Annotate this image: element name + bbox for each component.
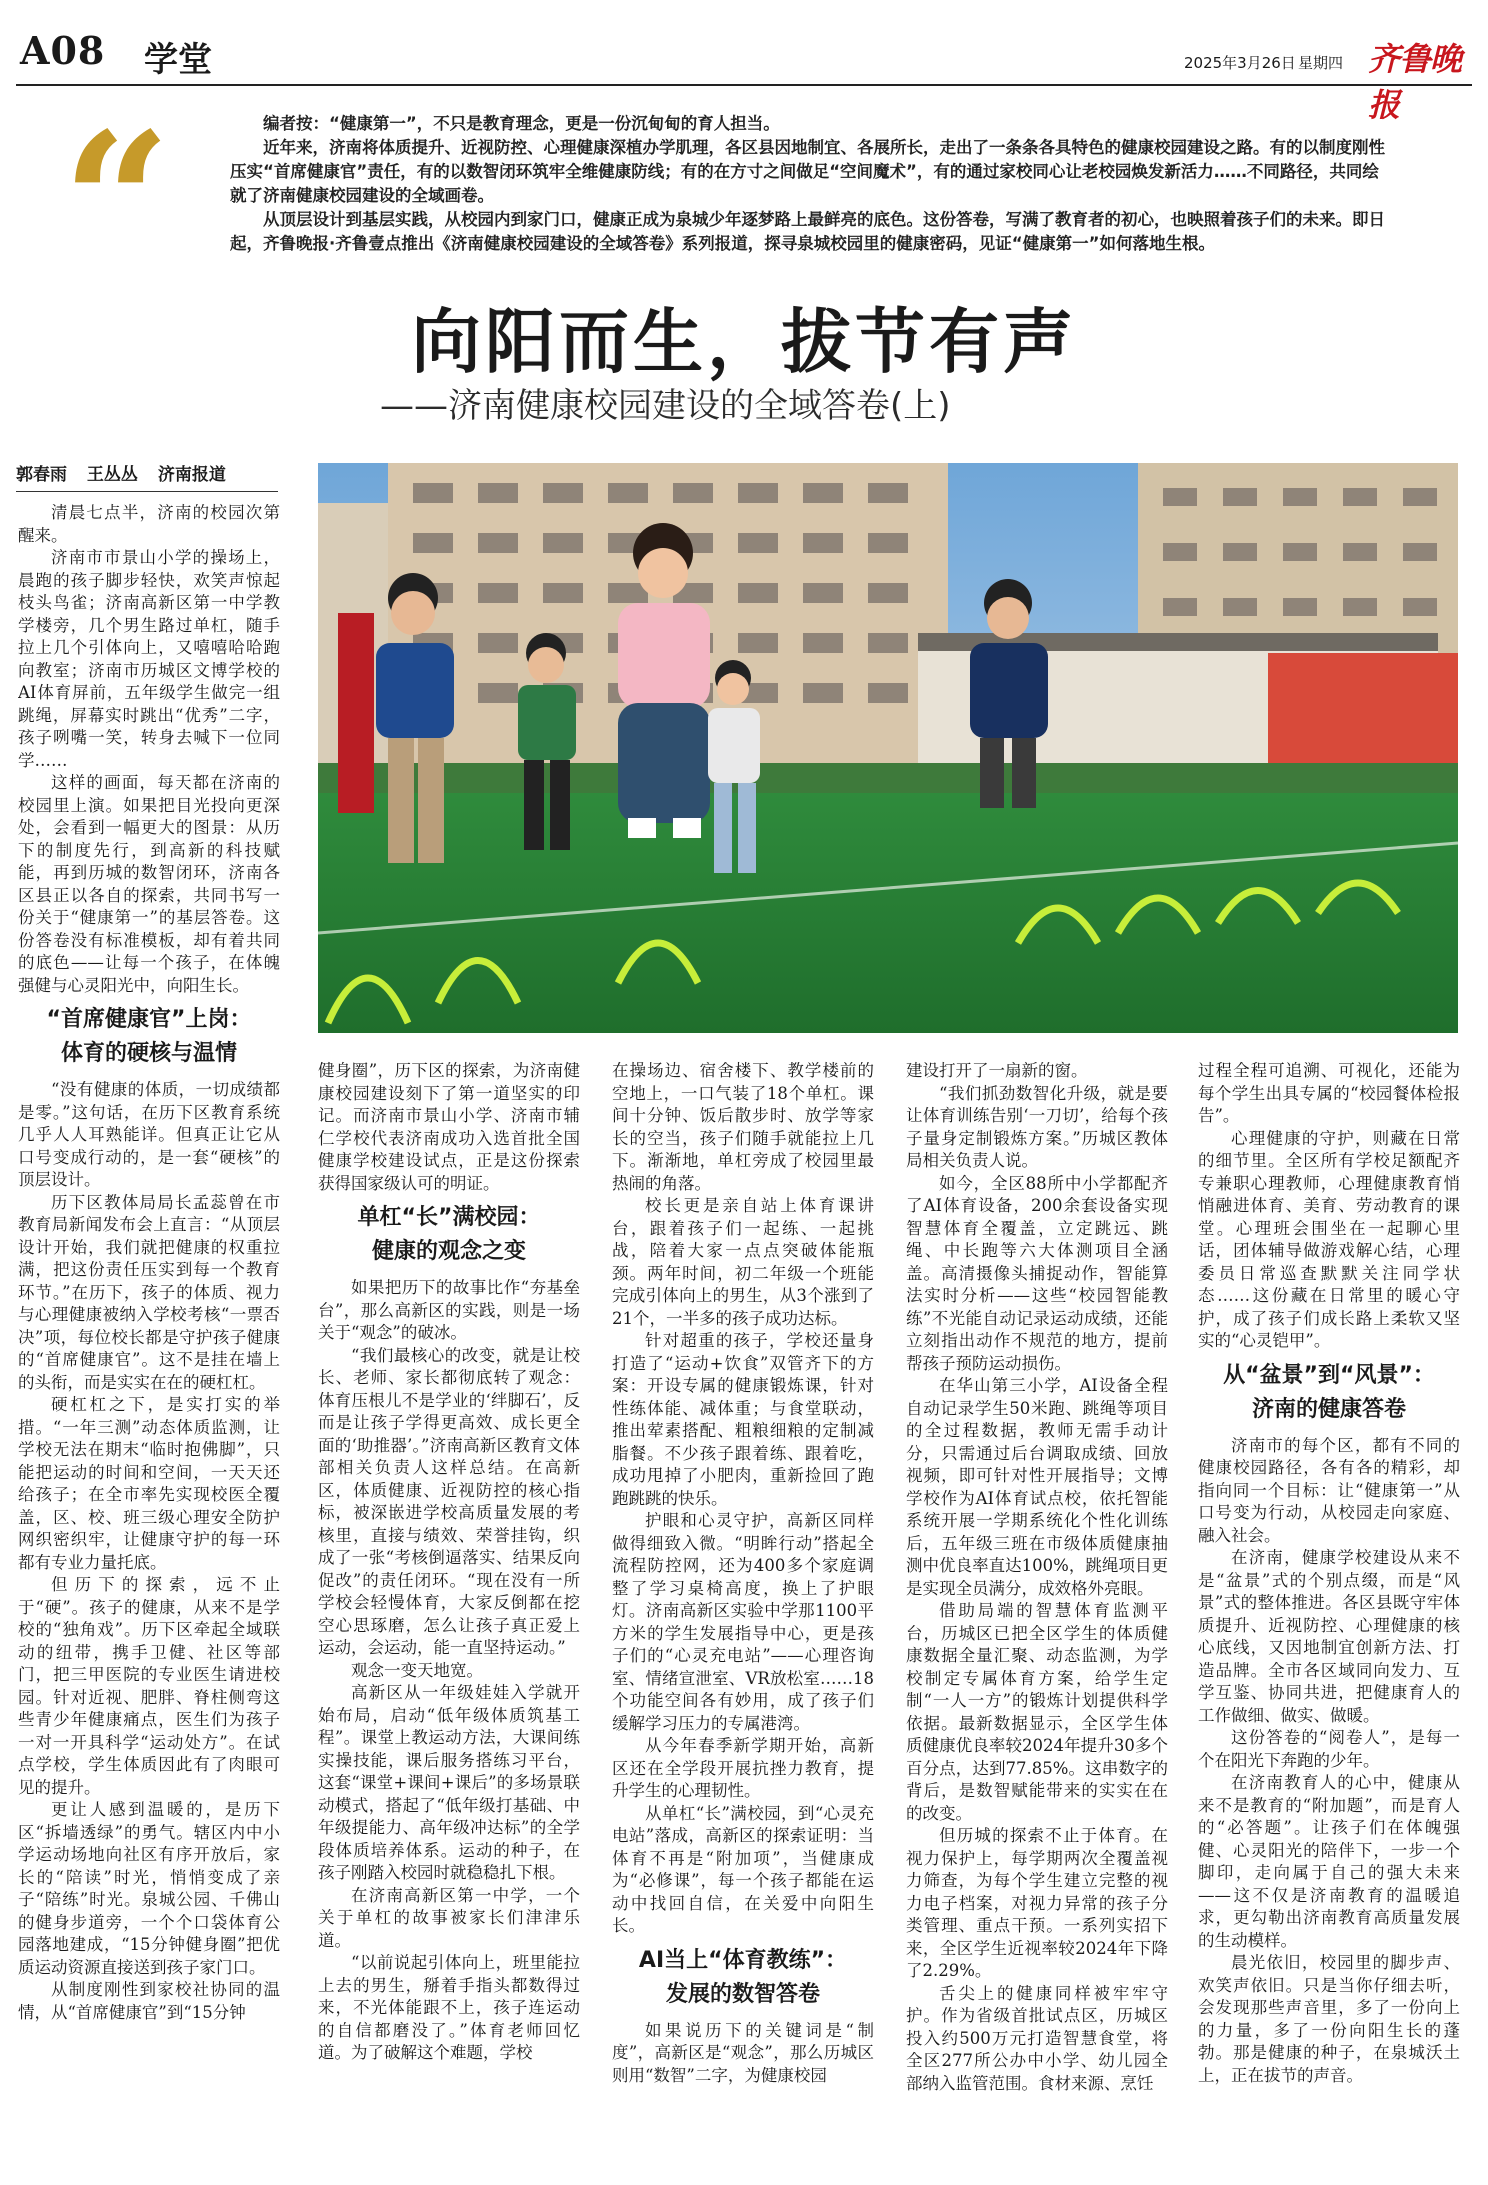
newspaper-logo: 齐鲁晚报 — [1368, 40, 1462, 124]
article-paragraph: 历下区教体局局长孟蕊曾在市教育局新闻发布会上直言：“从顶层设计开始，我们就把健康的权重拉满，把这份责任压实到每一个教育环节。”在历下，孩子的体质、视力与心理健康被纳入学校考核“一票否决”项，每位校长都是守护孩子健康的“首席健康官”。这不是挂在墙上的头衔，而是实实在在的硬杠杠。 — [18, 1192, 280, 1392]
headline: 向阳而生，拔节有声 — [411, 301, 1077, 383]
article-paragraph: 在操场边、宿舍楼下、教学楼前的空地上，一口气装了18个单杠。课间十分钟、饭后散步时、放学等家长的空当，孩子们随手就能拉上几下。渐渐地，单杠旁成了校园里最热闹的角落。 — [612, 1061, 874, 1193]
subheading-line: 单杠“长”满校园： — [357, 1205, 541, 1230]
article-paragraph: 济南市的每个区，都有不同的健康校园路径，各有各的精彩，却指向同一个目标：让“健康第一”从口号变为行动，从校园走向家庭、融入社会。 — [1198, 1435, 1460, 1545]
article-paragraph: 如果说历下的关键词是“制度”，高新区是“观念”，那么历城区则用“数智”二字，为健康校园 — [612, 2020, 874, 2085]
section-subheading — [1198, 1359, 1460, 1427]
article-paragraph: 观念一变天地宽。 — [351, 1660, 483, 1680]
article-paragraph: 心理健康的守护，则藏在日常的细节里。全区所有学校足额配齐专兼职心理教师，心理健康教育悄悄融进体育、美育、劳动教育的课堂。心理班会围坐在一起聊心里话，团体辅导做游戏解心结，心理委员日常巡查默默关注同学状态……这份藏在日常里的暖心守护，成了孩子们成长路上柔软又坚实的“心灵铠甲”。 — [1198, 1128, 1460, 1350]
editor-note-para: 编者按：“健康第一”，不只是教育理念，更是一份沉甸甸的育人担当。 — [263, 114, 780, 133]
article-paragraph: 高新区从一年级娃娃入学就开始布局，启动“低年级体质筑基工程”。课堂上教运动方法，大课间练实操技能，课后服务搭练习平台，这套“课堂+课间+课后”的多场景联动模式，搭起了“低年级打基础、中年级提能力、高年级冲达标”的全学段体质培养体系。运动的种子，在孩子刚踏入校园时就稳稳扎下根。 — [318, 1683, 580, 1882]
article-paragraph: 这样的画面，每天都在济南的校园里上演。如果把目光投向更深处，会看到一幅更大的图景：从历下的制度先行，到高新的科技赋能，再到历城的数智闭环，济南各区县正以各自的探索，共同书写一份关于“健康第一”的基层答卷。这份答卷没有标准模板，却有着共同的底色——让每一个孩子，在体魄强健与心灵阳光中，向阳生长。 — [18, 773, 280, 995]
article-paragraph: 护眼和心灵守护，高新区同样做得细致入微。“明眸行动”搭起全流程防控网，还为400多个家庭调整了学习桌椅高度，换上了护眼灯。济南高新区实验中学那1100平方米的学生发展指导中心，更是孩子们的“心灵充电站”——心理咨询室、情绪宣泄室、VR放松室……18个功能空间各有妙用，成了孩子们缓解学习压力的专属港湾。 — [612, 1511, 874, 1733]
article-paragraph: 但历城的探索不止于体育。在视力保护上，每学期两次全覆盖视力筛查，为每个学生建立完整的视力电子档案，对视力异常的孩子分类管理、重点干预。一系列实招下来，全区学生近视率较2024年下降了2.29%。 — [906, 1826, 1168, 1980]
article-paragraph: 舌尖上的健康同样被牢牢守护。作为省级首批试点区，历城区投入约500万元打造智慧食堂，将全区277所公办中小学、幼儿园全部纳入监管范围。食材来源、烹饪 — [906, 1983, 1168, 2093]
article-paragraph: 但历下的探索，远不止于“硬”。孩子的健康，从来不是学校的“独角戏”。历下区牵起全域联动的纽带，携手卫健、社区等部门，把三甲医院的专业医生请进校园。针对近视、肥胖、脊柱侧弯这些青少年健康痛点，医生们为孩子一对一开具科学“运动处方”。在试点学校，学生体质因此有了肉眼可见的提升。 — [18, 1575, 280, 1797]
article-column-1 — [18, 502, 280, 2172]
article-paragraph: 借助局端的智慧体育监测平台，历城区已把全区学生的体质健康数据全量汇聚、动态监测，为学校制定专属体育方案，给学生定制“一人一方”的锻炼计划提供科学依据。最新数据显示，全区学生体质健康优良率较2024年提升30多个百分点，达到77.85%。这串数字的背后，是数智赋能带来的实实在在的改变。 — [906, 1601, 1168, 1823]
author-name: 郭春雨 — [16, 465, 67, 485]
article-paragraph: 济南市市景山小学的操场上，晨跑的孩子脚步轻快，欢笑声惊起枝头鸟雀；济南高新区第一中学教学楼旁，几个男生路过单杠，随手拉上几个引体向上，又嘻嘻哈哈跑向教室；济南市历城区文博学校的AI体育屏前，五年级学生做完一组跳绳，屏幕实时跳出“优秀”二字，孩子咧嘴一笑，转身去喊下一位同学…… — [18, 548, 280, 770]
byline — [16, 460, 278, 492]
article-paragraph: 这份答卷的“阅卷人”，是每一个在阳光下奔跑的少年。 — [1198, 1728, 1460, 1770]
section-subheading — [18, 1003, 280, 1071]
article-column-3 — [612, 1060, 874, 2172]
article-paragraph: 在济南高新区第一中学，一个关于单杠的故事被家长们津津乐道。 — [318, 1885, 580, 1950]
article-paragraph: 在济南，健康学校建设从来不是“盆景”式的个别点缀，而是“风景”式的整体推进。各区县既守牢体质提升、近视防控、心理健康的核心底线，又因地制宜创新方法、打造品牌。全市各区域同向发力、互学互鉴、协同共进，把健康育人的工作做细、做实、做暖。 — [1198, 1548, 1460, 1725]
dateline: 济南报道 — [157, 465, 226, 485]
subheading-line: AI当上“体育教练”： — [638, 1947, 848, 1973]
article-paragraph: 从今年春季新学期开始，高新区还在全学段开展抗挫力教育，提升学生的心理韧性。 — [612, 1736, 874, 1800]
article-paragraph: 清晨七点半，济南的校园次第醒来。 — [18, 503, 280, 545]
article-paragraph: 过程全程可追溯、可视化，还能为每个学生出具专属的“校园餐体检报告”。 — [1198, 1061, 1460, 1125]
article-paragraph: “我们最核心的改变，就是让校长、老师、家长都彻底转了观念：体育压根儿不是学业的‘绊脚石’，反而是让孩子学得更高效、成长更全面的‘助推器’。”济南高新区教育文体部相关负责人这样总结。在高新区，体质健康、近视防控的核心指标，被深嵌进学校高质量发展的考核里，直接与绩效、荣誉挂钩，织成了一张“考核倒逼落实、结果反向促改”的责任闭环。“现在没有一所学校会轻慢体育，大家反倒都在挖空心思琢磨，怎么让孩子真正爱上运动，会运动，能一直坚持运动。” — [318, 1345, 580, 1657]
subheading-line: 体育的硬核与温情 — [60, 1041, 237, 1066]
editor-note-para: 从顶层设计到基层实践，从校园内到家门口，健康正成为泉城少年逐梦路上最鲜亮的底色。这份答卷，写满了教育者的初心，也映照着孩子们的未来。即日起，齐鲁晚报·齐鲁壹点推出《济南健康校园建设的全域答卷》系列报道，探寻泉城校园里的健康密码，见证“健康第一”如何落地生根。 — [230, 210, 1385, 253]
article-paragraph: 建设打开了一扇新的窗。 — [906, 1061, 1088, 1080]
article-paragraph: 晨光依旧，校园里的脚步声、欢笑声依旧。只是当你仔细去听，会发现那些声音里，多了一份向上的力量，多了一份向阳生长的蓬勃。那是健康的种子，在泉城沃土上，正在拔节的声音。 — [1198, 1953, 1460, 2085]
article-paragraph: 在济南教育人的心中，健康从来不是教育的“附加题”，而是育人的“必答题”。让孩子们在体魄强健、心灵阳光的陪伴下，一步一个脚印，走向属于自己的强大未来——这不仅是济南教育的温暖追求，更勾勒出济南教育高质量发展的生动模样。 — [1198, 1773, 1460, 1950]
section-subheading — [612, 1944, 874, 2012]
article-paragraph: 从单杠“长”满校园，到“心灵充电站”落成，高新区的探索证明：当体育不再是“附加项”，当健康成为“必修课”，每一个孩子都能在运动中找回自信，在关爱中向阳生长。 — [612, 1803, 874, 1935]
article-paragraph: 如果把历下的故事比作“夯基垒台”，那么高新区的实践，则是一场关于“观念”的破冰。 — [318, 1278, 580, 1342]
children-jump-rope-photo — [318, 463, 1458, 1033]
article-paragraph: 健身圈”，历下区的探索，为济南健康校园建设刻下了第一道坚实的印记。而济南市景山小学、济南市辅仁学校代表济南成功入选首批全国健康学校建设试点，正是这份探索获得国家级认可的明证。 — [318, 1061, 580, 1193]
article-paragraph: 从制度刚性到家校社协同的温情，从“首席健康官”到“15分钟 — [18, 1980, 280, 2022]
article-paragraph: 如今，全区88所中小学都配齐了AI体育设备，200余套设备实现智慧体育全覆盖，立定跳远、跳绳、中长跑等六大体测项目全涵盖。高清摄像头捕捉动作，智能算法实时分析——这些“校园智能教练”不光能自动记录运动成绩，还能立刻指出动作不规范的地方，提前帮孩子预防运动损伤。 — [906, 1173, 1168, 1373]
article-column-4 — [906, 1060, 1168, 2172]
subheading-line: 发展的数智答卷 — [665, 1981, 820, 2007]
article-paragraph: 在华山第三小学，AI设备全程自动记录学生50米跑、跳绳等项目的全过程数据，教师无需手动计分，只需通过后台调取成绩、回放视频，即可针对性开展指导；文博学校作为AI体育试点校，依托智能系统开展一学期系统化个性化训练后，五年级三班在市级体质健康抽测中优良率直达100%，跳绳项目更是实现全员满分，成效格外亮眼。 — [906, 1376, 1168, 1598]
article-paragraph: 针对超重的孩子，学校还量身打造了“运动+饮食”双管齐下的方案：开设专属的健康锻炼课，针对性练体能、减体重；与食堂联动，推出荤素搭配、粗粮细粮的定制减脂餐。不少孩子跟着练、跟着吃，成功甩掉了小肥肉，重新捡回了跑跑跳跳的快乐。 — [612, 1331, 874, 1508]
editor-note — [230, 112, 1390, 256]
section-name: 学堂 — [144, 40, 212, 80]
article-paragraph: “以前说起引体向上，班里能拉上去的男生，掰着手指头都数得过来，不光体能跟不上，孩子连运动的自信都磨没了。”体育老师回忆道。为了破解这个难题，学校 — [318, 1953, 580, 2062]
section-subheading — [318, 1201, 580, 1269]
editor-note-para: 近年来，济南将体质提升、近视防控、心理健康深植办学肌理，各区县因地制宜、各展所长，走出了一条条各具特色的健康校园建设之路。有的以制度刚性压实“首席健康官”责任，有的以数智闭环筑牢全维健康防线；有的在方寸之间做足“空间魔术”，有的通过家校同心让老校园焕发新活力……不同路径，共同绘就了济南健康校园建设的全域画卷。 — [230, 138, 1385, 205]
subheading-line: 从“盆景”到“风景”： — [1223, 1362, 1435, 1388]
issue-date: 2025年3月26日 — [1184, 54, 1296, 72]
subheading-line: 健康的观念之变 — [371, 1239, 526, 1264]
subheadline: ——济南健康校园建设的全域答卷(上) — [380, 386, 951, 426]
article-paragraph: 硬杠杠之下，是实打实的举措。“一年三测”动态体质监测，让学校无法在期末“临时抱佛脚”，只能把运动的时间和空间，一天天还给孩子；在全市率先实现校医全覆盖，区、校、班三级心理安全防护网织密织牢，让健康守护的每一环都有专业力量托底。 — [18, 1395, 280, 1572]
article-paragraph: “没有健康的体质，一切成绩都是零。”这句话，在历下区教育系统几乎人人耳熟能详。但真正让它从口号变成行动的，是一套“硬核”的顶层设计。 — [18, 1080, 280, 1189]
quote-mark-icon: “ — [62, 91, 172, 314]
article-paragraph: “我们抓劲数智化升级，就是要让体育训练告别‘一刀切’，给每个孩子量身定制锻炼方案。”历城区教体局相关负责人说。 — [906, 1083, 1168, 1170]
article-paragraph: 更让人感到温暖的，是历下区“拆墙透绿”的勇气。辖区内中小学运动场地向社区有序开放后，家长的“陪读”时光，悄悄变成了亲子“陪练”时光。泉城公园、千佛山的健身步道旁，一个个口袋体育公园落地建成，“15分钟健身圈”把优质运动资源直接送到孩子家门口。 — [18, 1800, 280, 1977]
article-column-5 — [1198, 1060, 1460, 2172]
author-name: 王丛丛 — [86, 465, 138, 485]
issue-weekday: 星期四 — [1298, 54, 1344, 72]
subheading-line: 济南的健康答卷 — [1251, 1396, 1406, 1422]
article-column-2 — [318, 1060, 580, 2172]
subheading-line: “首席健康官”上岗： — [46, 1007, 252, 1032]
page-number: A08 — [20, 28, 106, 73]
article-paragraph: 校长更是亲自站上体育课讲台，跟着孩子们一起练、一起挑战，陪着大家一点点突破体能瓶颈。两年时间，初二年级一个班能完成引体向上的男生，从3个涨到了21个，一半多的孩子成功达标。 — [612, 1196, 874, 1328]
